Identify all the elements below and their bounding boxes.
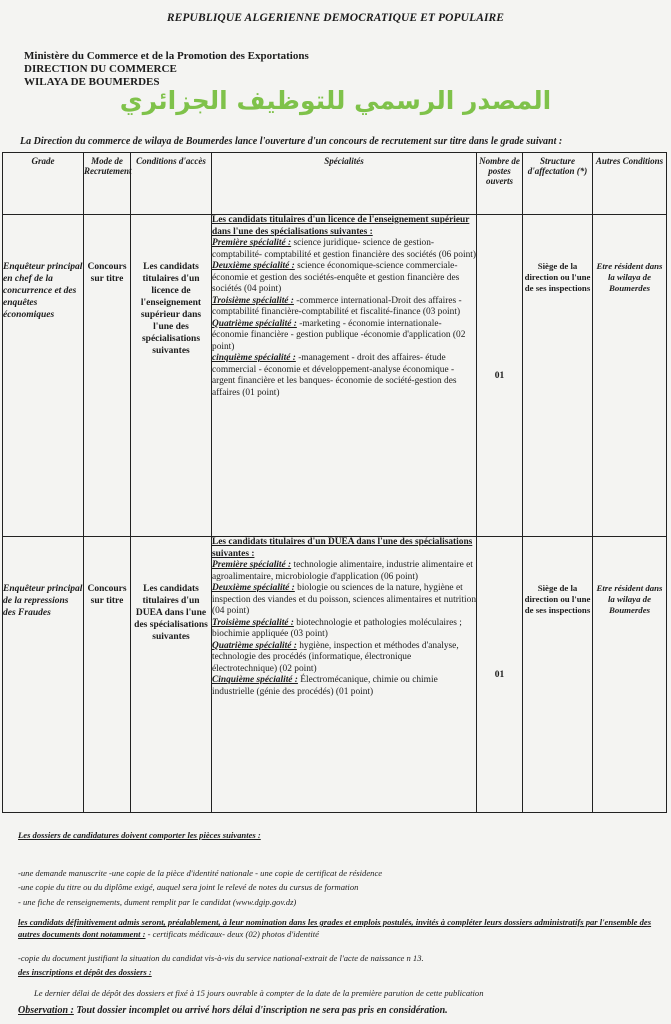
ministry-name: Ministère du Commerce et de la Promotion des Exportations	[24, 50, 309, 62]
spec-item: Troisième spécialité : -commerce international-Droit des affaires -comptabilité financière-comptabilité et fiscalité-finance (03 point)	[212, 295, 462, 317]
row-autres: Etre résident dans la wilaya de Boumerdes	[593, 215, 667, 537]
header-specialites: Spécialités	[212, 153, 477, 215]
row-mode: Concours sur titre	[84, 537, 131, 813]
spec-item: Deuxième spécialité : science économique-science commerciale- économie et gestion des sociétés-enquête et gestion financière des sociétés (04 point)	[212, 261, 460, 294]
header-structure: Structure d'affectation (*)	[523, 153, 593, 215]
spec-item: Première spécialité : technologie alimentaire, industrie alimentaire et agroalimentaire, microbiologie d'application (06 point)	[212, 560, 473, 582]
inscriptions-title: des inscriptions et dépôt des dossiers :	[18, 967, 152, 977]
table-row	[3, 215, 667, 537]
admis-line2: -copie du document justifiant la situation du candidat vis-à-vis du service national-extrait de l'acte de naissance n 13.	[18, 953, 424, 963]
header-conditions: Conditions d'accès	[131, 153, 212, 215]
spec-item: Première spécialité : science juridique- science de gestion-comptabilité- comptabilité et gestion financière des sociétés (06 point)	[212, 238, 476, 260]
watermark-text: المصدر الرسمي للتوظيف الجزائري	[119, 86, 552, 115]
header-mode: Mode de Recrutement	[84, 153, 131, 215]
spec-intro: Les candidats titulaires d'un licence de l'enseignement supérieur dans l'une des spécialisations suivantes :	[212, 215, 470, 237]
row-postes: 01	[477, 215, 523, 537]
row-grade: Enquêteur principal en chef de la concurrence et des enquêtes économiques	[3, 215, 84, 537]
row-structure: Siège de la direction ou l'une de ses inspections	[523, 215, 593, 537]
table-header-row	[3, 153, 667, 215]
row-specialites	[212, 215, 477, 537]
delai-text: Le dernier délai de dépôt des dossiers et fixé à 15 jours ouvrable à compter de la date de la première parution de cette publication	[34, 988, 484, 998]
row-specialites	[212, 537, 477, 813]
row-postes: 01	[477, 537, 523, 813]
header-postes: Nombre de postes ouverts	[477, 153, 523, 215]
row-structure: Siège de la direction ou l'une de ses inspections	[523, 537, 593, 813]
observation: Observation : Tout dossier incomplet ou arrivé hors délai d'inscription ne sera pas pris en considération.	[18, 1005, 448, 1016]
row-mode: Concours sur titre	[84, 215, 131, 537]
spec-item: Quatrième spécialité : -marketing - économie internationale- économie financière - gestion publique -économie d'application (02 point)	[212, 318, 466, 352]
spec-item: Troisième spécialité : biotechnologie et pathologies moléculaires ; biochimie appliquée (03 point)	[212, 617, 462, 639]
dossier-item: - une fiche de renseignements, dument remplit par le candidat (www.dgip.gov.dz)	[18, 897, 297, 907]
dossier-item: -une demande manuscrite -une copie de la pièce d'identité nationale - une copie de certificat de résidence	[18, 868, 383, 878]
dossiers-title: Les dossiers de candidatures doivent comporter les pièces suivantes :	[18, 830, 261, 840]
direction-name: DIRECTION DU COMMERCE	[24, 63, 177, 75]
admis-paragraph: les candidats définitivement admis seront, préalablement, à leur nomination dans les grades et emplois postulés, invités à compléter leurs dossiers administratifs par l'ensemble des autres documents dont notamment : - certificats médicaux- deux (02) photos d'identité	[18, 917, 652, 939]
spec-item: cinquième spécialité : -management - droit des affaires- étude commercial - économie et développement-analyse économique -argent financière et les banques- économie de société-gestion des affaires (01 point)	[212, 353, 457, 398]
spec-intro: Les candidats titulaires d'un DUEA dans l'une des spécialisations suivantes :	[212, 537, 473, 559]
row-grade: Enquêteur principal de la repressions des Fraudes	[3, 537, 84, 813]
row-autres: Etre résident dans la wilaya de Boumerdes	[593, 537, 667, 813]
dossier-item: -une copie du titre ou du diplôme exigé, auquel sera joint le relevé de notes du cursus de formation	[18, 882, 359, 892]
spec-item: Quatrième spécialité : hygiène, inspection et méthodes d'analyse, technologie des procédés (informatique, électronique électrotechnique) (02 point)	[212, 640, 459, 674]
recruitment-table	[2, 152, 667, 813]
row-conditions: Les candidats titulaires d'un DUEA dans l'une des spécialisations suivantes	[131, 537, 212, 813]
row-conditions: Les candidats titulaires d'un licence de l'enseignement supérieur dans l'une des spécialisations suivantes	[131, 215, 212, 537]
header-autres: Autres Conditions	[593, 153, 667, 215]
wilaya-name: WILAYA DE BOUMERDES	[24, 76, 160, 88]
republic-heading: REPUBLIQUE ALGERIENNE DEMOCRATIQUE ET POPULAIRE	[166, 12, 505, 24]
intro-text: La Direction du commerce de wilaya de Boumerdes lance l'ouverture d'un concours de recrutement sur titre dans le grade suivant :	[20, 136, 563, 147]
table-row	[3, 537, 667, 813]
spec-item: Cinquième spécialité : Électromécanique, chimie ou chimie industrielle (génie des procédés) (01 point)	[212, 675, 438, 697]
spec-item: Deuxième spécialité : biologie ou sciences de la nature, hygiène et inspection des viandes et du poisson, sciences alimentaires et nutrition (04 point)	[212, 583, 477, 616]
header-grade: Grade	[3, 153, 84, 215]
